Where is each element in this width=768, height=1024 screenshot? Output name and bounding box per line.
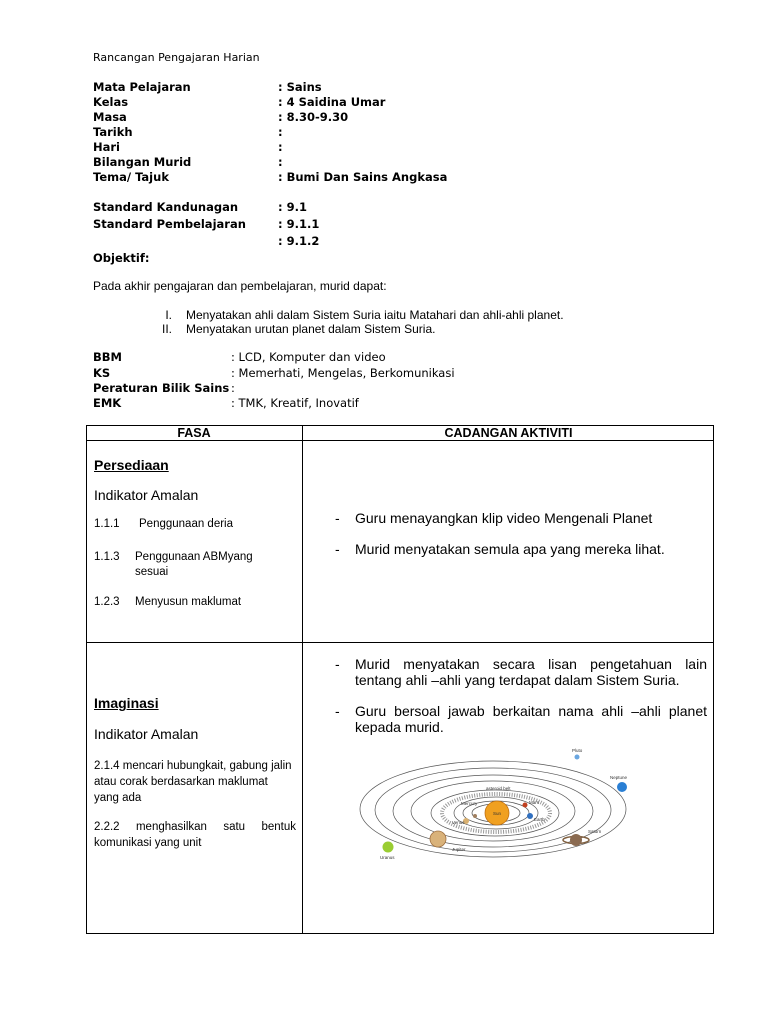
info-label: Hari [93,140,120,154]
saturn-icon [570,834,582,846]
emk-label: EMK [93,396,122,410]
info-label: Mata Pelajaran [93,80,191,94]
table-header-divider [86,440,714,441]
info-value: : [278,125,283,139]
info-value: : [278,155,283,169]
label-jupiter: Jupiter [452,847,466,852]
lab-rules-label: Peraturan Bilik Sains [93,381,230,395]
indicator-paragraph: 2.1.4 mencari hubungkait, gabung jalin atau corak berdasarkan maklumat yang ada [94,760,292,804]
objective-number: I. [165,308,172,322]
document-title: Rancangan Pengajaran Harian [93,51,260,64]
indicator-number: 1.1.3 [94,551,120,563]
emk-value: : TMK, Kreatif, Inovatif [231,396,359,410]
indicator-paragraph: 2.2.2 menghasilkan satu bentuk komunikasi yang unit [94,821,296,849]
mars-icon [523,803,528,808]
jupiter-icon [430,831,446,847]
objective-number: II. [161,322,172,336]
info-label: Bilangan Murid [93,155,192,169]
standard-label: Standard Pembelajaran [93,217,246,231]
indicator-text: Penggunaan ABMyang [135,551,253,563]
bbm-value: : LCD, Komputer dan video [231,350,386,364]
label-venus: Venus [452,820,465,825]
neptune-icon [617,782,627,792]
standard-value: : 9.1.1 [278,217,320,231]
objective-heading: Objektif: [93,251,150,265]
table-row-divider [86,642,714,643]
label-mercury: Mercury [461,801,478,806]
label-mars: Mars [529,800,539,805]
section-title-imaginasi: Imaginasi [94,695,159,711]
activity-text: Murid menyatakan semula apa yang mereka lihat. [355,541,665,557]
activity-text: Guru menayangkan klip video Mengenali Planet [355,510,653,526]
bullet-dash: - [335,541,340,557]
label-neptune: Neptune [610,775,628,780]
table-header-activities: CADANGAN AKTIVITI [444,426,573,440]
label-pluto: Pluto [572,748,583,753]
info-value: : [278,140,283,154]
info-label: Tarikh [93,125,133,139]
objective-text: Menyatakan urutan planet dalam Sistem Suria. [186,322,436,336]
indicator-text: sesuai [135,566,169,578]
label-uranus: Uranus [380,855,395,860]
standard-label: Standard Kandunagan [93,200,239,214]
section-title-persediaan: Persediaan [94,457,169,473]
mercury-icon [473,814,477,818]
indicator-number: 1.2.3 [94,596,120,608]
objective-intro: Pada akhir pengajaran dan pembelajaran, murid dapat: [93,279,387,293]
activity-text: Guru bersoal jawab berkaitan nama ahli –ahli planet kepada murid. [355,703,707,735]
table-column-divider [302,425,303,934]
pluto-icon [575,755,580,760]
indicator-heading: Indikator Amalan [94,487,199,503]
label-saturn: Saturn [588,829,602,834]
table-header-phase: FASA [177,426,211,440]
indicator-number: 1.1.1 [94,518,120,530]
info-value: : Sains [278,80,322,94]
bbm-label: BBM [93,350,122,364]
label-sun: Sun [493,811,502,816]
ks-label: KS [93,366,111,380]
indicator-text: Penggunaan deria [139,518,233,530]
info-value: : Bumi Dan Sains Angkasa [278,170,448,184]
lab-rules-value: : [231,381,235,395]
indicator-text: Menyusun maklumat [135,596,242,608]
uranus-icon [383,842,394,853]
solar-system-diagram [358,743,640,865]
bullet-dash: - [335,510,340,526]
label-asteroid-belt: asteroid belt [486,786,511,791]
activity-text: Murid menyatakan secara lisan pengetahuan lain tentang ahli –ahli yang terdapat dalam Sistem Suria. [355,656,707,688]
ks-value: : Memerhati, Mengelas, Berkomunikasi [231,366,455,380]
info-label: Masa [93,110,127,124]
objective-text: Menyatakan ahli dalam Sistem Suria iaitu Matahari dan ahli-ahli planet. [186,308,564,322]
info-label: Kelas [93,95,129,109]
standard-value: : 9.1.2 [278,234,320,248]
info-label: Tema/ Tajuk [93,170,169,184]
standard-value: : 9.1 [278,200,307,214]
indicator-heading: Indikator Amalan [94,726,199,742]
earth-icon [527,813,533,819]
info-value: : 8.30-9.30 [278,110,349,124]
bullet-dash: - [335,656,340,672]
label-earth: Earth [534,817,545,822]
info-value: : 4 Saidina Umar [278,95,386,109]
bullet-dash: - [335,703,340,719]
